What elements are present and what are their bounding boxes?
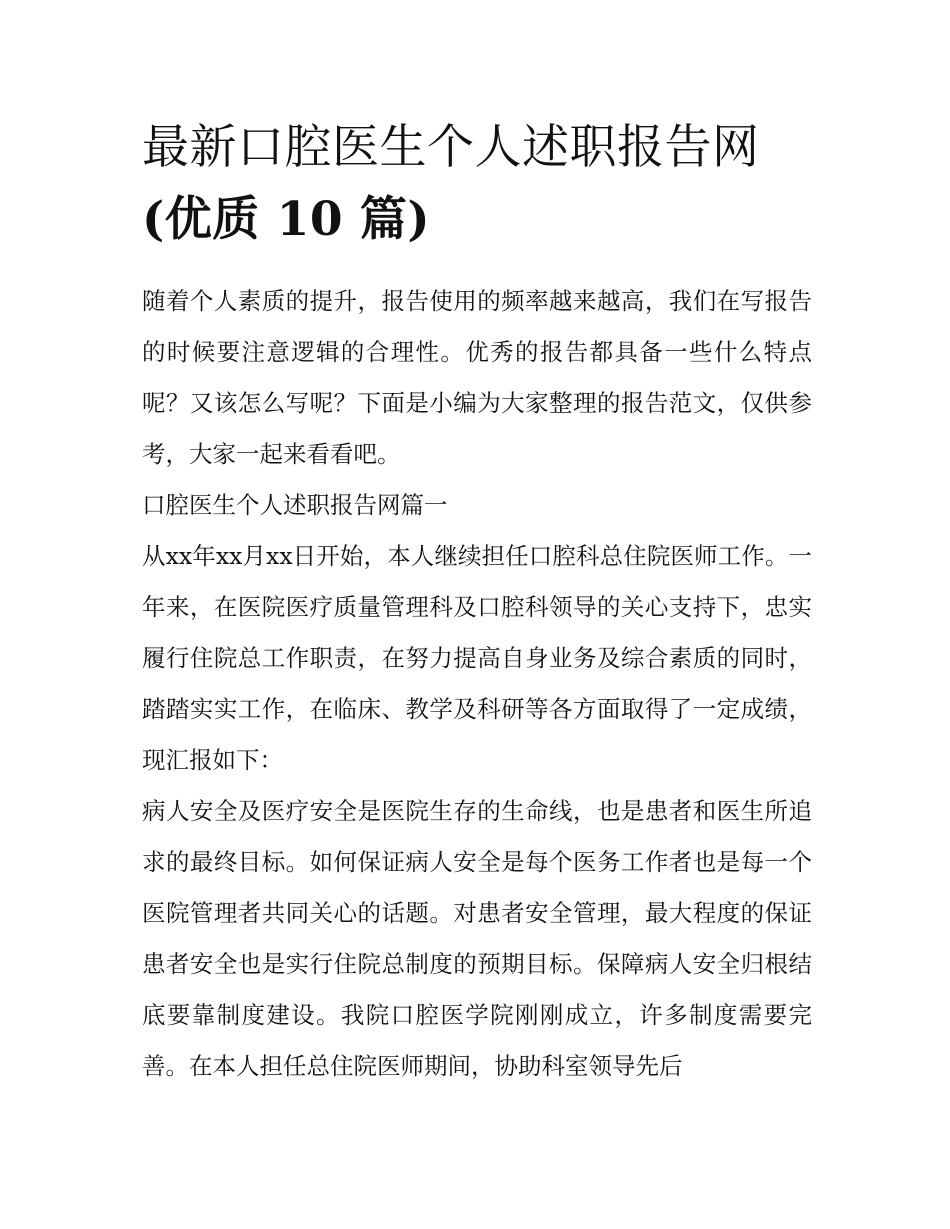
document-title xyxy=(142,112,812,256)
intro-paragraph: 随着个人素质的提升，报告使用的频率越来越高，我们在写报告的时候要注意逻辑的合理性。优秀的报告都具备一些什么特点呢？又该怎么写呢？下面是小编为大家整理的报告范文，仅供参考，大家一起来看看吧。 xyxy=(142,287,812,468)
document-page xyxy=(142,112,812,1092)
title-line-2-number: 10 xyxy=(276,192,344,247)
body-paragraph-1: 从xx年xx月xx日开始，本人继续担任口腔科总住院医师工作。一年来，在医院医疗质量管理科及口腔科领导的关心支持下，忠实履行住院总工作职责，在努力提高自身业务及综合素质的同时，踏踏实实工作，在临床、教学及科研等各方面取得了一定成绩，现汇报如下： xyxy=(142,542,812,774)
body-paragraph-2: 病人安全及医疗安全是医院生存的生命线，也是患者和医生所追求的最终目标。如何保证病人安全是每个医务工作者也是每一个医院管理者共同关心的话题。对患者安全管理，最大程度的保证患者安全也是实行住院总制度的预期目标。保障病人安全归根结底要靠制度建设。我院口腔医学院刚刚成立，许多制度需要完善。在本人担任总住院医师期间，协助科室领导先后 xyxy=(142,797,812,1080)
title-line-2-close: 篇) xyxy=(359,192,431,247)
section-heading: 口腔医生个人述职报告网篇一 xyxy=(142,491,448,519)
title-line-2-open: (优质 xyxy=(142,192,260,247)
title-line-1: 最新口腔医生个人述职报告网 xyxy=(142,120,760,175)
